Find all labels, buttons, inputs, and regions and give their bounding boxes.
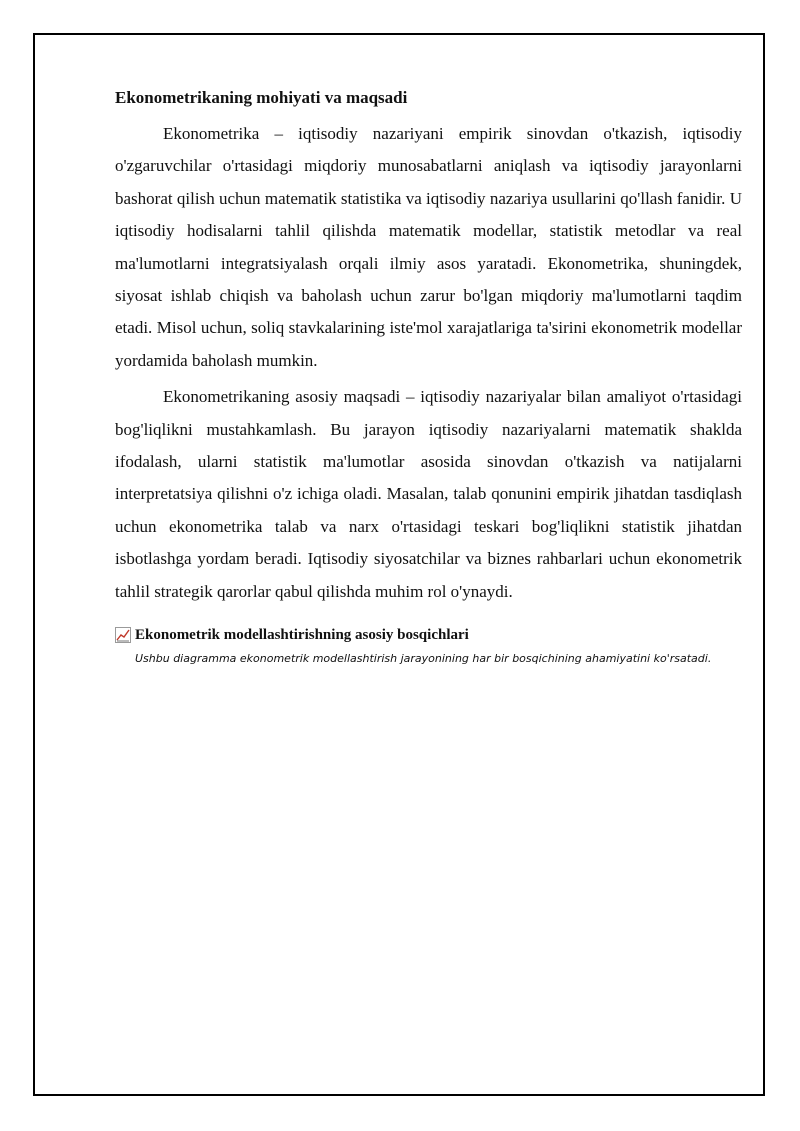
document-body [115, 86, 742, 667]
figure-title-text: Ekonometrik modellashtirishning asosiy bosqichlari [135, 627, 469, 644]
figure-title [115, 625, 742, 645]
chart-increasing-icon [115, 627, 131, 643]
paragraph-definition: Ekonometrika – iqtisodiy nazariyani empirik sinovdan o'tkazish, iqtisodiy o'zgaruvchilar o'rtasidagi miqdoriy munosabatlarni aniqlash va iqtisodiy jarayonlarni bashorat qilish uchun matematik statistika va iqtisodiy nazariya usullarini qo'llash fanidir. U iqtisodiy hodisalarni tahlil qilishda matematik modellar, statistik metodlar va real ma'lumotlarni integratsiyalash orqali ilmiy asos yaratadi. Ekonometrika, shuningdek, siyosat ishlab chiqish va baholash uchun zarur bo'lgan miqdoriy ma'lumotlarni taqdim etadi. Misol uchun, soliq stavkalarining iste'mol xarajatlariga ta'sirini ekonometrik modellar yordamida baholash mumkin. [115, 124, 742, 370]
figure-caption: Ushbu diagramma ekonometrik modellashtirish jarayonining har bir bosqichining ahamiyatini ko'rsatadi. [135, 652, 712, 666]
section-heading: Ekonometrikaning mohiyati va maqsadi [115, 88, 408, 107]
paragraph-purpose: Ekonometrikaning asosiy maqsadi – iqtisodiy nazariyalar bilan amaliyot o'rtasidagi bog'liqlikni mustahkamlash. Bu jarayon iqtisodiy nazariyalarni matematik shaklda ifodalash, ularni statistik ma'lumotlar asosida sinovdan o'tkazish va natijalarni interpretatsiya qilishni o'z ichiga oladi. Masalan, talab qonunini empirik jihatdan tasdiqlash uchun ekonometrika talab va narx o'rtasidagi teskari bog'liqlikni statistik jihatdan isbotlashga yordam beradi. Iqtisodiy siyosatchilar va biznes rahbarlari uchun ekonometrik tahlil strategik qarorlar qabul qilishda muhim rol o'ynaydi. [115, 387, 742, 601]
